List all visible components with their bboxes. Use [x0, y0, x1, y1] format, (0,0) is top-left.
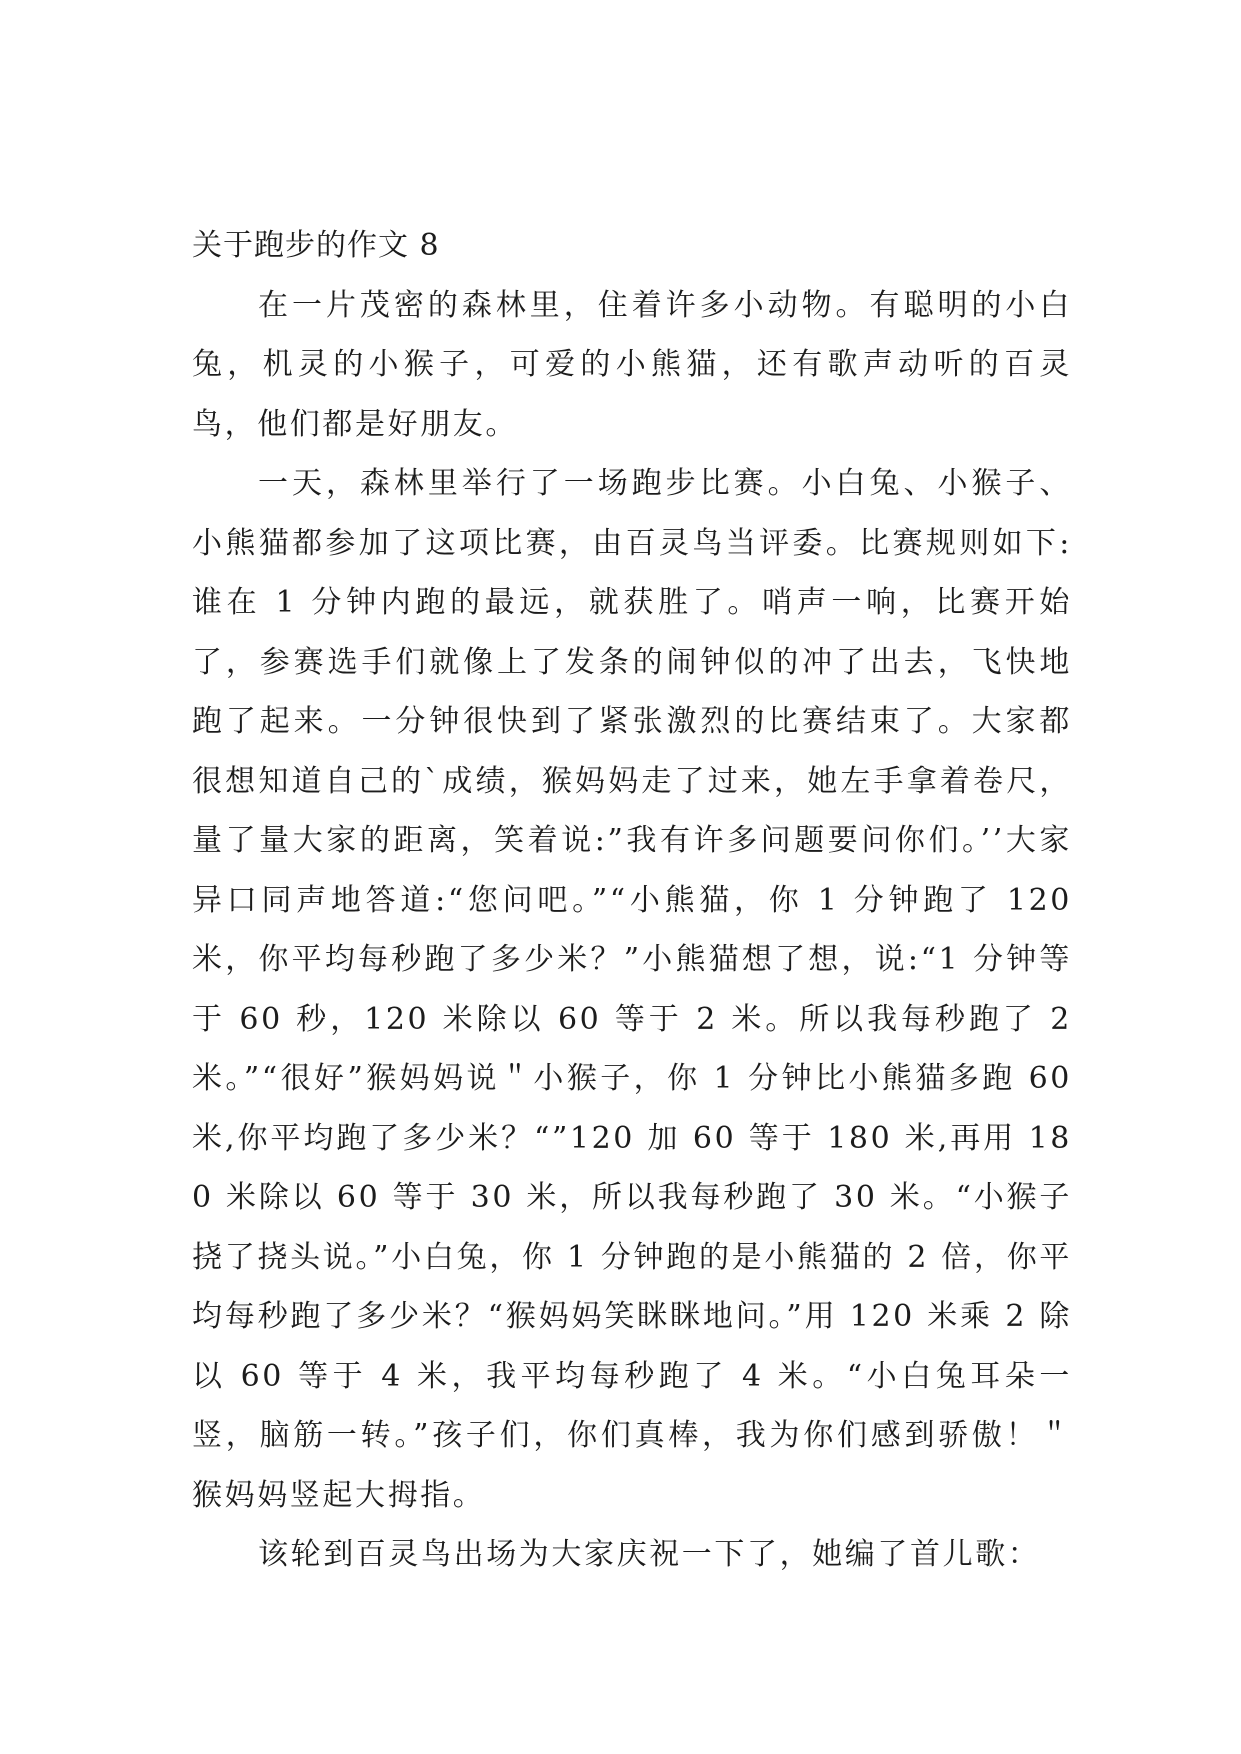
paragraph-2: 一天，森林里举行了一场跑步比赛。小白兔、小猴子、小熊猫都参加了这项比赛，由百灵鸟当评委。比赛规则如下:谁在 1 分钟内跑的最远，就获胜了。哨声一响，比赛开始了，参赛选手们就像上了发条的闹钟似的冲了出去，飞快地跑了起来。一分钟很快到了紧张激烈的比赛结束了。大家都很想知道自己的`成绩，猴妈妈走了过来，她左手拿着卷尺，量了量大家的距离，笑着说:”我有许多问题要问你们。’’大家异口同声地答道:“您问吧。”“小熊猫，你 1 分钟跑了 120 米，你平均每秒跑了多少米？”小熊猫想了想，说:“1 分钟等于 60 秒，120 米除以 60 等于 2 米。所以我每秒跑了 2 米。”“很好”猴妈妈说＂小猴子，你 1 分钟比小熊猫多跑 60 米,你平均跑了多少米？“”120 加 60 等于 180 米,再用 180 米除以 60 等于 30 米，所以我每秒跑了 30 米。“小猴子挠了挠头说。”小白兔，你 1 分钟跑的是小熊猫的 2 倍，你平均每秒跑了多少米？“猴妈妈笑眯眯地问。”用 120 米乘 2 除以 60 等于 4 米，我平均每秒跑了 4 米。“小白兔耳朵一竖，脑筋一转。”孩子们，你们真棒，我为你们感到骄傲！＂猴妈妈竖起大拇指。 [192, 466, 1072, 1513]
paragraph-1: 在一片茂密的森林里，住着许多小动物。有聪明的小白兔，机灵的小猴子，可爱的小熊猫，还有歌声动听的百灵鸟，他们都是好朋友。 [192, 287, 1072, 442]
document-title: 关于跑步的作文 8 [192, 228, 440, 263]
paragraph-3: 该轮到百灵鸟出场为大家庆祝一下了，她编了首儿歌： [258, 1537, 1041, 1572]
document-body [192, 216, 1072, 1585]
